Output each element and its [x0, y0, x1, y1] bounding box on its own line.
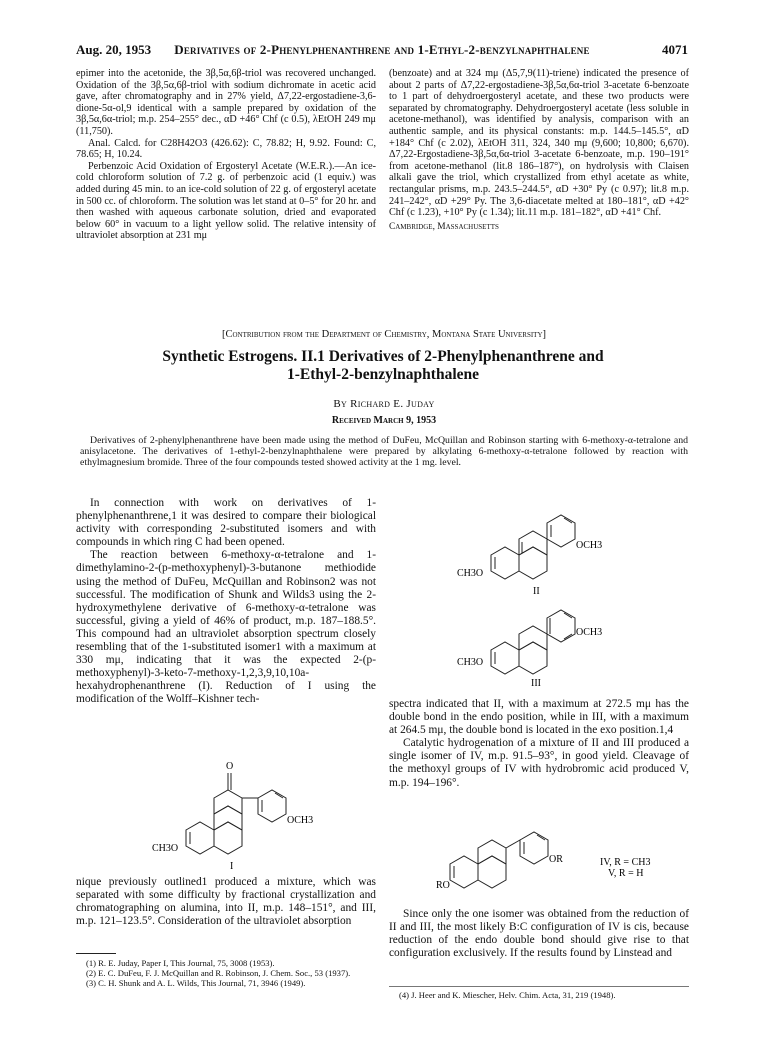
- header-page-number: 4071: [662, 42, 688, 57]
- structure-IV-V: [430, 822, 690, 897]
- footnote: (2) E. C. DuFeu, F. J. McQuillan and R. Robinson, J. Chem. Soc., 53 (1937).: [86, 968, 351, 978]
- main-left-column-cont: [76, 876, 376, 928]
- main-right-column-cont: [389, 908, 689, 960]
- hydroxy-label: OR: [549, 854, 563, 865]
- top-right-column: [389, 68, 689, 233]
- compound-label-V: V, R = H: [608, 868, 644, 879]
- footnote: (1) R. E. Juday, Paper I, This Journal, 75, 3008 (1953).: [86, 958, 275, 968]
- abstract: Derivatives of 2-phenylphenanthrene have been made using the method of DuFeu, McQuillan and Robinson starting with 6-methoxy-α-tetralone and anisylacetone. The derivatives of 1-ethyl-2-benzylnaphthalene were prepared by alkylating 6-methoxy-α-tetralone followed by reaction with ethylmagnesium bromide. Three of the four compounds tested showed activity at the 1 mg. level.: [80, 435, 688, 468]
- structure-III: [455, 595, 685, 690]
- methoxy-label-left: CH3O: [457, 568, 484, 579]
- main-left-column: [76, 497, 376, 707]
- structure-II: [455, 500, 685, 600]
- paragraph: In connection with work on derivatives of 1-phenylphenanthrene,1 it was desired to compare their biological activity with corresponding 2-substituted isomers and with compounds in which ring C had been opened.: [76, 497, 376, 549]
- paragraph: The reaction between 6-methoxy-α-tetralone and 1-dimethylamino-2-(p-methoxyphenyl)-3-butanone methiodide using the method of DuFeu, McQuillan and Robinson2 was not successful. The modification of Shunk and Wilds3 using the 2-hydroxymethylene derivative of 6-methoxy-α-tetralone was successful, giving a yield of 46% of product, m.p. 187–188.5°. This compound had an ultraviolet absorption spectrum closely resembling that of the 1-substituted isomer1 with a maximum at 330 mμ, indicating that it was the expected 2-(p-methoxyphenyl)-3-keto-7-methoxy-1,2,3,9,10,10a-hexahydrophenanthrene (I). Reduction of I using the modification of the Wolff–Kishner tech-: [76, 549, 376, 706]
- affiliation: [Contribution from the Department of Chemistry, Montana State University]: [222, 329, 546, 340]
- header-running-title: Derivatives of 2-Phenylphenanthrene and 1-Ethyl-2-benzylnaphthalene: [174, 42, 590, 57]
- structure-I: [150, 755, 380, 875]
- title-line-2: 1-Ethyl-2-benzylnaphthalene: [286, 366, 480, 383]
- location-signature: Cambridge, Massachusetts: [389, 221, 499, 232]
- paragraph: epimer into the acetonide, the 3β,5α,6β-triol was recovered unchanged. Oxidation of the 3β,5α,6β-triol with sodium dichromate in acetic acid gave, after chromatography and in 27% yield, Δ7,22-ergostadiene-3,6-dione-5α-ol,9 identical with a sample prepared by oxidation of the 3β,5α,6α-triol; m.p. 254–255° dec., αD +46° Chf (c 0.5), λEtOH 249 mμ (11,750).: [76, 68, 376, 137]
- compound-label-II: II: [533, 586, 540, 597]
- paragraph: spectra indicated that II, with a maximum at 272.5 mμ has the double bond in the endo position, while in III, with a maximum at 264.5 mμ, the double bond is located in the exo position.1,4: [389, 698, 689, 737]
- ketone-label: O: [226, 761, 234, 772]
- running-header: [76, 42, 688, 60]
- methoxy-label: OCH3: [576, 540, 603, 551]
- received-date: Received March 9, 1953: [331, 415, 437, 426]
- compound-label-III: III: [531, 678, 541, 689]
- paragraph: Perbenzoic Acid Oxidation of Ergosteryl Acetate (W.E.R.).—An ice-cold chloroform solution of 7.2 g. of perbenzoic acid (1 equiv.) was added during 45 min. to an ice-cold solution of 22 g. of ergosteryl acetate in 500 cc. of chloroform. The solution was let stand at 0–5° for 20 hr. and then washed with aqueous carbonate solution, dried and evaporated below 60° in vacuum to a light yellow solid. The relative intensity of ultraviolet absorption at 231 mμ: [76, 160, 376, 242]
- methoxy-label-left: CH3O: [457, 657, 484, 668]
- footnotes-left: [76, 958, 376, 988]
- paragraph: nique previously outlined1 produced a mixture, which was separated with some difficulty by fractional crystallization and chromatographing on alumina, into II, m.p. 148–151°, and III, m.p. 121–123.5°. Consideration of the ultraviolet absorption: [76, 876, 376, 928]
- title-line-1: Synthetic Estrogens. II.1 Derivatives of 2-Phenylphenanthrene and: [162, 348, 604, 365]
- footnote-rule: [389, 986, 689, 987]
- methoxy-label: OCH3: [287, 815, 314, 826]
- footnote: (4) J. Heer and K. Miescher, Helv. Chim. Acta, 31, 219 (1948).: [399, 990, 616, 1000]
- hydroxy-label-left: RO: [436, 880, 450, 891]
- compound-label-IV: IV, R = CH3: [600, 857, 651, 868]
- paragraph: Catalytic hydrogenation of a mixture of II and III produced a single isomer of IV, m.p. 91.5–93°, in good yield. Cleavage of the methoxyl groups of IV with hydrobromic acid produced V, m.p. 194–196°.: [389, 737, 689, 789]
- main-right-column: [389, 698, 689, 790]
- paragraph: Anal. Calcd. for C28H42O3 (426.62): C, 78.82; H, 9.92. Found: C, 78.65; H, 10.24.: [76, 137, 376, 161]
- methoxy-label: OCH3: [576, 627, 603, 638]
- top-left-column: [76, 68, 376, 242]
- article-title: [58, 348, 708, 384]
- compound-label-I: I: [230, 861, 234, 872]
- paragraph: (benzoate) and at 324 mμ (Δ5,7,9(11)-triene) indicated the presence of about 2 parts of Δ7,22-ergostadiene-3β,5α,6α-triol 3-acetate 6-benzoate to 1 part of dehydroergosteryl acetate, and these two products were separated by chromatography. Dehydroergosteryl acetate (less soluble in acetone-methanol), was identified by analysis, comparison with an authentic sample, and its physical constants: m.p. 144.5–145.5°, αD +184° Chf (c 2.02), λEtOH 311, 324, 340 mμ (9,600; 10,800; 6,670). Δ7,22-Ergostadiene-3β,5α,6α-triol 3-acetate 6-benzoate, m.p. 190–191° from acetone-methanol (lit.8 186–187°), on hydrolysis with Claisen alkali gave the triol, which crystallized from ethyl acetate as white, rectangular prisms, m.p. 243.5–244.5°, αD +30° Py (c 0.97); lit.8 m.p. 241–242°, αD +29° Py. The 3,6-diacetate melted at 180–181°, αD +42° Chf (c 1.23), +10° Py (c 1.34); lit.11 m.p. 181–182°, αD +41° Chf.: [389, 68, 689, 219]
- methoxy-label-left: CH3O: [152, 843, 179, 854]
- footnote: (3) C. H. Shunk and A. L. Wilds, This Journal, 71, 3946 (1949).: [86, 978, 306, 988]
- footnote-rule: [76, 953, 116, 954]
- header-date: Aug. 20, 1953: [76, 42, 152, 57]
- paragraph: Since only the one isomer was obtained from the reduction of II and III, the most likely B:C configuration of IV is cis, because reduction of the endo double bond should give rise to that configuration exclusively. If the results found by Linstead and: [389, 908, 689, 960]
- footnotes-right: [389, 990, 689, 1000]
- author: By Richard E. Juday: [333, 398, 435, 410]
